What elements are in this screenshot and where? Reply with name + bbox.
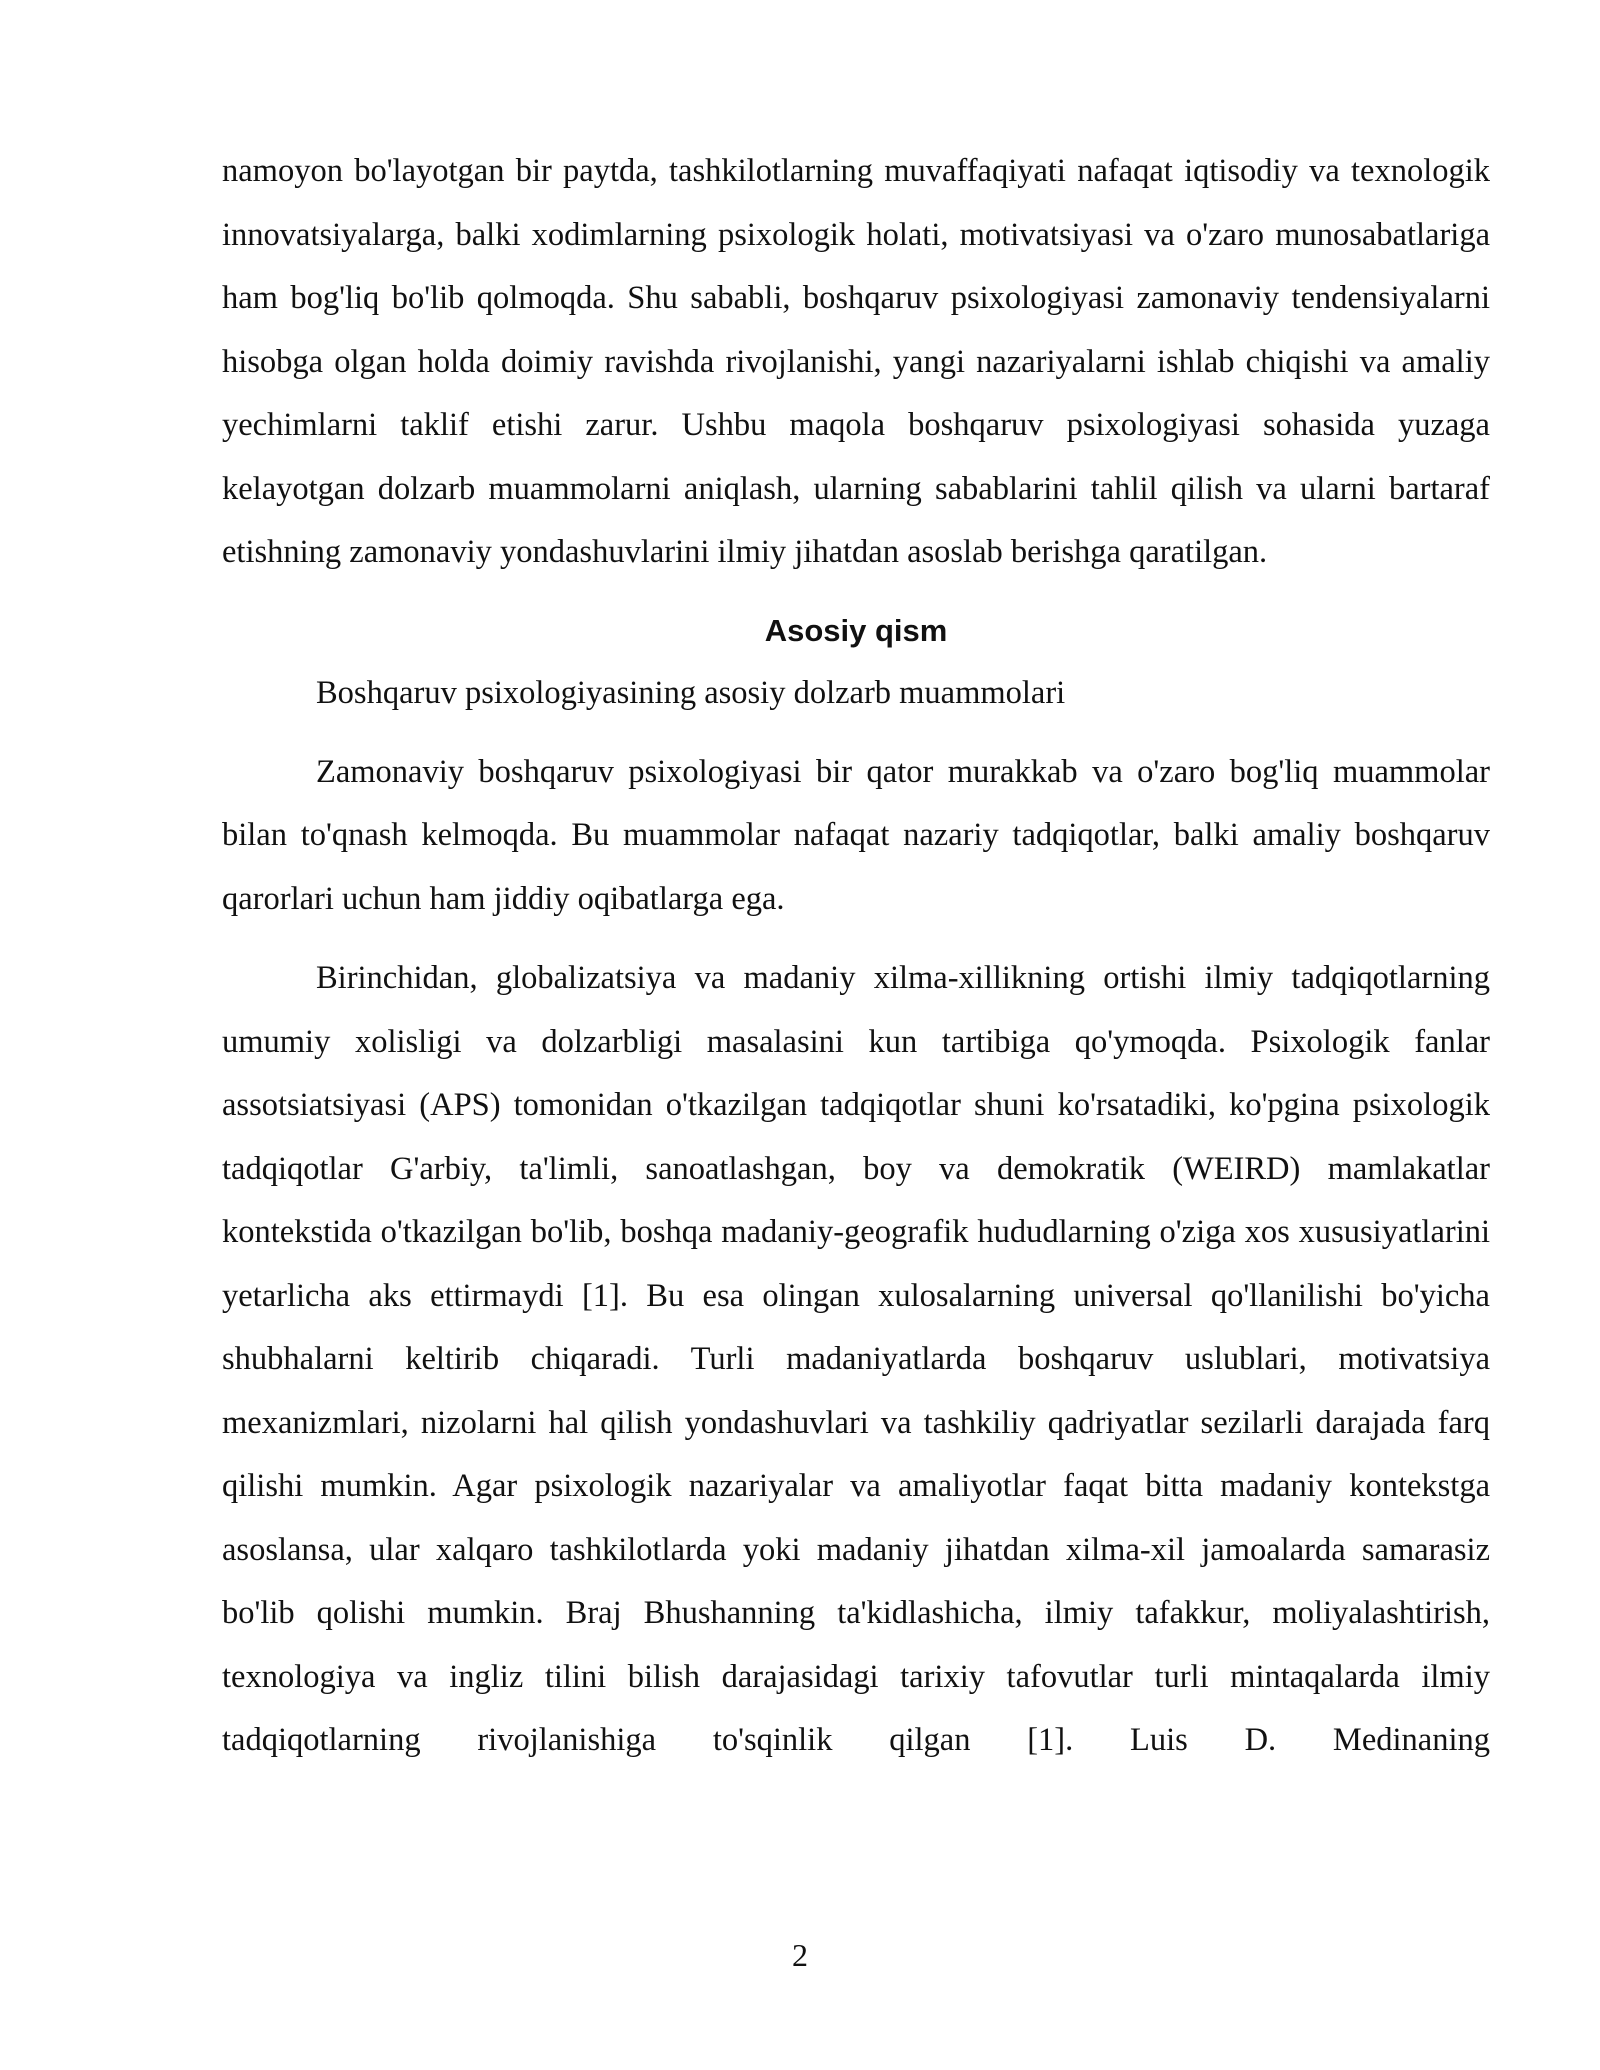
subsection-heading: Boshqaruv psixologiyasining asosiy dolzarb muammolari <box>316 674 1066 711</box>
body-paragraph-1: Zamonaviy boshqaruv psixologiyasi bir qator murakkab va o'zaro bog'liq muammolar bilan to'qnash kelmoqda. Bu muammolar nafaqat nazariy tadqiqotlar, balki amaliy boshqaruv qarorlari uchun ham jiddiy oqibatlarga ega. <box>222 753 1490 917</box>
body-paragraph-2: Birinchidan, globalizatsiya va madaniy xilma-xillikning ortishi ilmiy tadqiqotlarning umumiy xolisligi va dolzarbligi masalasini kun tartibiga qo'ymoqda. Psixologik fanlar assotsiatsiyasi (APS) tomonidan o'tkazilgan tadqiqotlar shuni ko'rsatadiki, ko'pgina psixologik tadqiqotlar G'arbiy, ta'limli, sanoatlashgan, boy va demokratik (WEIRD) mamlakatlar kontekstida o'tkazilgan bo'lib, boshqa madaniy-geografik hududlarning o'ziga xos xususiyatlarini yetarlicha aks ettirmaydi [1]. Bu esa olingan xulosalarning universal qo'llanilishi bo'yicha shubhalarni keltirib chiqaradi. Turli madaniyatlarda boshqaruv uslublari, motivatsiya mexanizmlari, nizolarni hal qilish yondashuvlari va tashkiliy qadriyatlar sezilarli darajada farq qilishi mumkin. Agar psixologik nazariyalar va amaliyotlar faqat bitta madaniy kontekstga asoslansa, ular xalqaro tashkilotlarda yoki madaniy jihatdan xilma-xil jamoalarda samarasiz bo'lib qolishi mumkin. Braj Bhushanning ta'kidlashicha, ilmiy tafakkur, moliyalashtirish, texnologiya va ingliz tilini bilish darajasidagi tarixiy tafovutlar turli mintaqalarda ilmiy tadqiqotlarning rivojlanishiga to'sqinlik qilgan [1]. Luis D. Medinaning <box>222 960 1490 1758</box>
intro-paragraph: namoyon bo'layotgan bir paytda, tashkilotlarning muvaffaqiyati nafaqat iqtisodiy va texnologik innovatsiyalarga, balki xodimlarning psixologik holati, motivatsiyasi va o'zaro munosabatlariga ham bog'liq bo'lib qolmoqda. Shu sababli, boshqaruv psixologiyasi zamonaviy tendensiyalarni hisobga olgan holda doimiy ravishda rivojlanishi, yangi nazariyalarni ishlab chiqishi va amaliy yechimlarni taklif etishi zarur. Ushbu maqola boshqaruv psixologiyasi sohasida yuzaga kelayotgan dolzarb muammolarni aniqlash, ularning sabablarini tahlil qilish va ularni bartaraf etishning zamonaviy yondashuvlarini ilmiy jihatdan asoslab berishga qaratilgan. <box>222 153 1490 570</box>
page-body <box>222 140 1490 1773</box>
page-number: 2 <box>792 1937 808 1973</box>
section-heading: Asosiy qism <box>764 612 948 648</box>
